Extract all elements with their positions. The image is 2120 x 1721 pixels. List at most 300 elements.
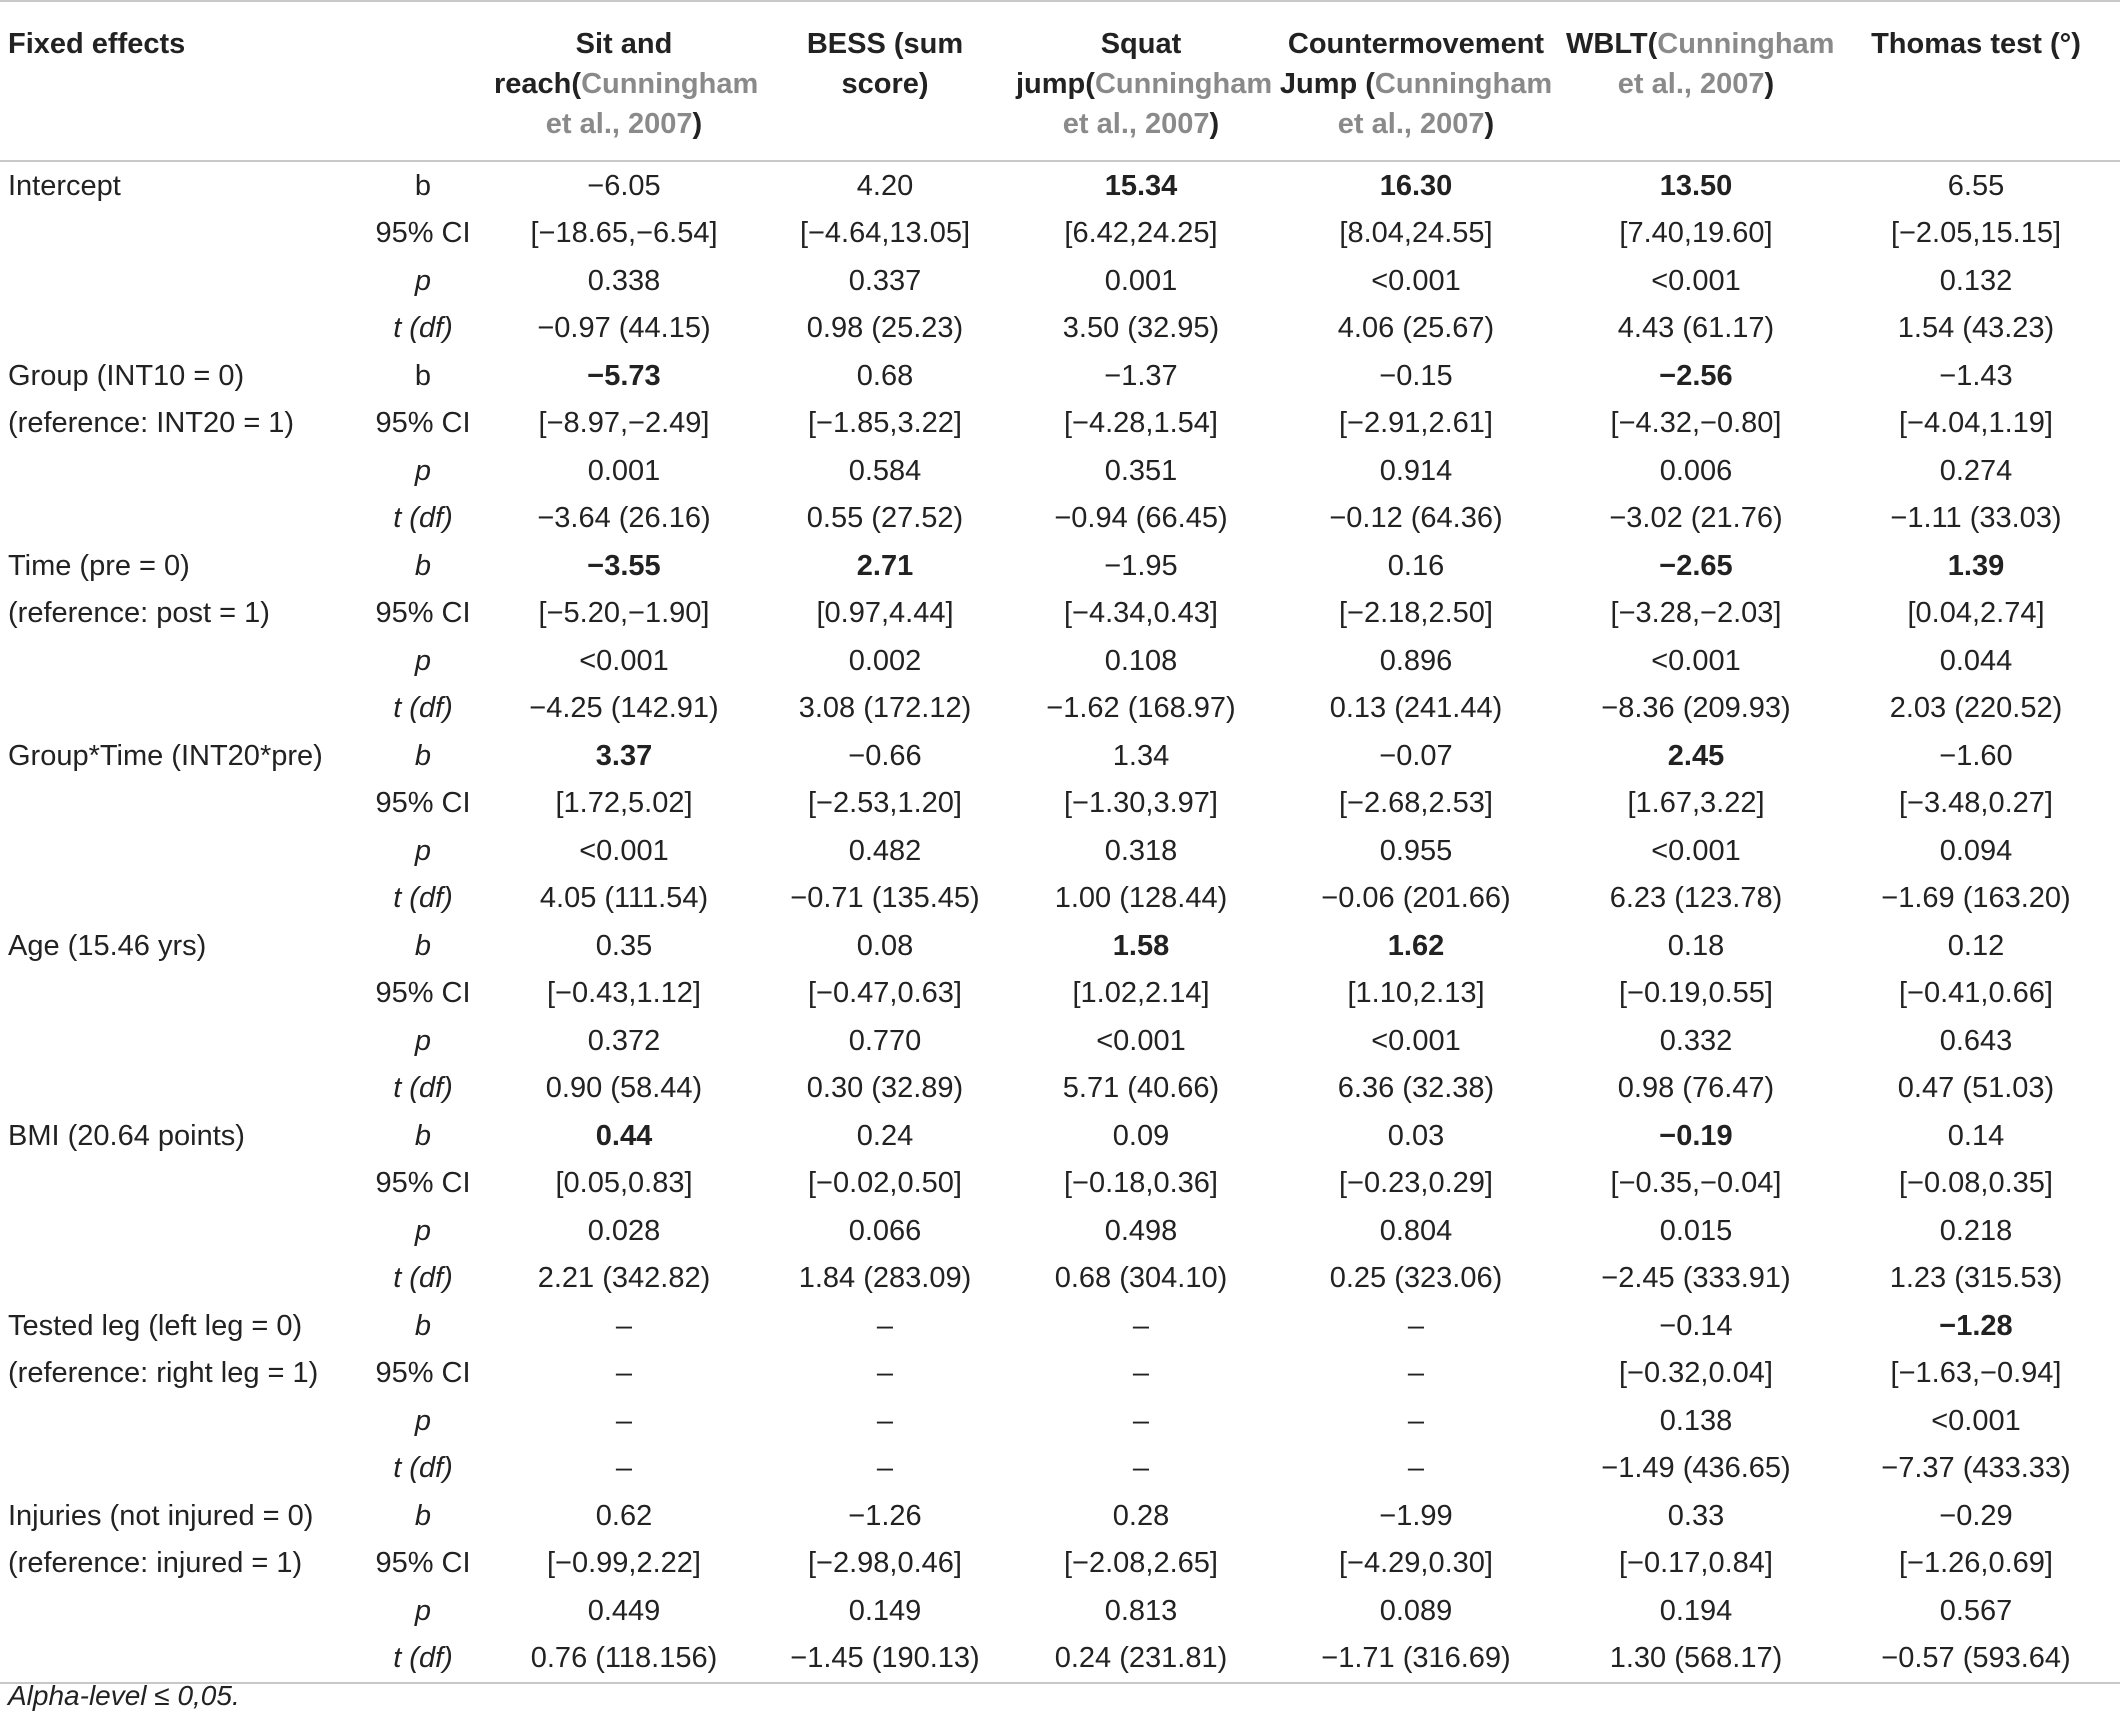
- row-label-empty: [0, 1160, 358, 1208]
- row-group-sublabel: (reference: post = 1): [8, 597, 270, 630]
- table-cell: [−0.32,0.04]: [1619, 1357, 1773, 1390]
- header-stat: [358, 1, 488, 161]
- table-cell: –: [1132, 1309, 1150, 1342]
- column-header: [1832, 1, 2120, 161]
- table-cell: –: [876, 1404, 894, 1437]
- table-cell: −1.99: [1379, 1499, 1453, 1532]
- table-cell: −2.56: [1659, 359, 1733, 392]
- table-cell: [−0.47,0.63]: [808, 977, 962, 1010]
- row-label-empty: [0, 1017, 358, 1065]
- table-cell: 0.76 (118.156): [488, 1635, 760, 1684]
- table-cell: [6.42,24.25]: [1064, 217, 1218, 250]
- stat-label: 95% CI: [375, 1357, 471, 1390]
- table-cell: 0.066: [848, 1214, 922, 1247]
- table-cell: −1.28: [1939, 1309, 2013, 1342]
- table-cell: 0.108: [1104, 644, 1178, 677]
- stat-label: t (df): [393, 692, 453, 725]
- row-label-empty: [0, 827, 358, 875]
- row-label-empty: [0, 495, 358, 543]
- table-cell: 0.47 (51.03): [1897, 1072, 2055, 1105]
- table-cell: 1.62: [1387, 929, 1445, 962]
- column-header: [1560, 1, 1835, 161]
- stat-label: b: [414, 1309, 432, 1342]
- table-cell: 3.50 (32.95): [1062, 312, 1220, 345]
- row-label-empty: [0, 970, 358, 1018]
- table-row: [0, 447, 2120, 495]
- row-label-empty: [0, 257, 358, 305]
- table-cell: 0.896: [1379, 644, 1453, 677]
- column-title: BESS (sum score): [806, 28, 964, 100]
- column-title: Squat jump: [1016, 28, 1182, 100]
- table-cell: <0.001: [1651, 264, 1741, 297]
- table-cell: 0.16: [1387, 549, 1445, 582]
- table-cell: 0.001: [587, 454, 661, 487]
- stat-label: b: [414, 1499, 432, 1532]
- column-title: WBLT: [1566, 28, 1648, 60]
- table-cell: 0.98 (25.23): [806, 312, 964, 345]
- table-row: [0, 1160, 2120, 1208]
- table-cell: [1.10,2.13]: [1347, 977, 1485, 1010]
- stat-label: t (df): [393, 1262, 453, 1295]
- table-cell: 0.13 (241.44): [1329, 692, 1503, 725]
- citation-close-paren: ): [1209, 108, 1220, 140]
- table-cell: −1.62 (168.97): [1046, 692, 1236, 725]
- table-row: [0, 970, 2120, 1018]
- table-row: [0, 352, 2120, 400]
- table-cell: 2.21 (342.82): [537, 1262, 711, 1295]
- row-label-empty: [0, 1207, 358, 1255]
- row-label-empty: [0, 637, 358, 685]
- table-cell: 0.12: [1947, 929, 2005, 962]
- table-row: [0, 1350, 2120, 1398]
- table-row: [0, 922, 2120, 970]
- table-cell: 4.43 (61.17): [1617, 312, 1775, 345]
- table-cell: −1.69 (163.20): [1881, 882, 2071, 915]
- table-body: [0, 161, 2120, 1683]
- table-cell: −1.71 (316.69): [1272, 1635, 1560, 1684]
- column-header: [1272, 1, 1560, 161]
- table-cell: −0.94 (66.45): [1054, 502, 1228, 535]
- table-cell: 0.218: [1939, 1214, 2013, 1247]
- column-title: Thomas test (°): [1871, 28, 2081, 60]
- row-group-label: Tested leg (left leg = 0): [8, 1309, 303, 1342]
- stat-label: b: [414, 359, 432, 392]
- table-cell: −0.97 (44.15): [537, 312, 711, 345]
- table-cell: [0.97,4.44]: [816, 597, 954, 630]
- table-cell: 0.028: [587, 1214, 661, 1247]
- table-cell: 0.482: [848, 834, 922, 867]
- table-cell: 0.498: [1104, 1214, 1178, 1247]
- table-cell: –: [1407, 1404, 1425, 1437]
- stat-label: p: [414, 1214, 432, 1247]
- table-row: [0, 1255, 2120, 1303]
- table-cell: 1.39: [1947, 549, 2005, 582]
- table-cell: −2.45 (333.91): [1601, 1262, 1791, 1295]
- table-cell: −1.37: [1104, 359, 1178, 392]
- row-group-label: Group*Time (INT20*pre): [8, 739, 323, 772]
- table-cell: 2.03 (220.52): [1889, 692, 2063, 725]
- citation-link[interactable]: Cunningham et al., 2007: [1062, 68, 1273, 140]
- table-cell: 0.002: [848, 644, 922, 677]
- table-cell: [−3.48,0.27]: [1899, 787, 2053, 820]
- table-cell: −0.12 (64.36): [1329, 502, 1503, 535]
- table-cell: –: [615, 1452, 633, 1485]
- table-cell: –: [1407, 1309, 1425, 1342]
- table-cell: –: [1132, 1404, 1150, 1437]
- row-label-empty: [0, 1635, 358, 1684]
- table-cell: 5.71 (40.66): [1062, 1072, 1220, 1105]
- row-label-empty: [0, 447, 358, 495]
- table-cell: –: [615, 1404, 633, 1437]
- table-cell: 0.804: [1379, 1214, 1453, 1247]
- table-row: [0, 495, 2120, 543]
- table-cell: [−4.28,1.54]: [1064, 407, 1218, 440]
- table-row: [0, 257, 2120, 305]
- table-cell: [−2.98,0.46]: [808, 1547, 962, 1580]
- stat-label: b: [414, 169, 432, 202]
- table-cell: 1.54 (43.23): [1897, 312, 2055, 345]
- stat-label: 95% CI: [375, 787, 471, 820]
- table-cell: [−1.26,0.69]: [1899, 1547, 2053, 1580]
- table-cell: −2.65: [1659, 549, 1733, 582]
- table-cell: <0.001: [1371, 264, 1461, 297]
- table-cell: −3.55: [587, 549, 661, 582]
- table-cell: 0.770: [848, 1024, 922, 1057]
- table-cell: [−1.85,3.22]: [808, 407, 962, 440]
- table-cell: [−0.19,0.55]: [1619, 977, 1773, 1010]
- table-cell: 0.68 (304.10): [1054, 1262, 1228, 1295]
- table-row: [0, 1492, 2120, 1540]
- table-cell: 6.55: [1947, 169, 2005, 202]
- table-row: [0, 542, 2120, 590]
- stat-label: t (df): [358, 1635, 488, 1684]
- citation-close-paren: ): [1484, 108, 1495, 140]
- column-title: Sit and reach: [494, 28, 673, 100]
- table-cell: 0.449: [587, 1594, 661, 1627]
- table-row: [0, 1540, 2120, 1588]
- table-cell: 0.044: [1939, 644, 2013, 677]
- stat-label: b: [414, 929, 432, 962]
- table-row: [0, 400, 2120, 448]
- table-cell: –: [615, 1357, 633, 1390]
- table-cell: 6.36 (32.38): [1337, 1072, 1495, 1105]
- table-cell: [−0.18,0.36]: [1064, 1167, 1218, 1200]
- table-cell: 0.001: [1104, 264, 1178, 297]
- table-row: [0, 1445, 2120, 1493]
- table-cell: 6.23 (123.78): [1609, 882, 1783, 915]
- table-cell: [−2.18,2.50]: [1339, 597, 1493, 630]
- column-header: [1010, 1, 1272, 161]
- table-cell: [−0.41,0.66]: [1899, 977, 2053, 1010]
- stat-label: 95% CI: [375, 407, 471, 440]
- table-cell: −1.26: [848, 1499, 922, 1532]
- table-cell: 0.24 (231.81): [1010, 1635, 1272, 1684]
- stat-label: t (df): [393, 502, 453, 535]
- table-cell: 0.584: [848, 454, 922, 487]
- table-cell: [0.05,0.83]: [555, 1167, 693, 1200]
- table-cell: [0.04,2.74]: [1907, 597, 2045, 630]
- table-cell: 0.332: [1659, 1024, 1733, 1057]
- row-label-empty: [0, 685, 358, 733]
- table-cell: −1.95: [1104, 549, 1178, 582]
- stat-label: p: [414, 1404, 432, 1437]
- citation-open-paren: (: [1085, 68, 1095, 100]
- stat-label: t (df): [393, 1072, 453, 1105]
- table-cell: [7.40,19.60]: [1619, 217, 1773, 250]
- table-cell: 0.094: [1939, 834, 2013, 867]
- table-cell: −4.25 (142.91): [529, 692, 719, 725]
- table-cell: −0.15: [1379, 359, 1453, 392]
- table-cell: <0.001: [579, 834, 669, 867]
- table-cell: [−4.34,0.43]: [1064, 597, 1218, 630]
- row-label-empty: [0, 1065, 358, 1113]
- citation-link[interactable]: Cunningham et al., 2007: [1617, 28, 1835, 100]
- table-cell: −3.64 (26.16): [537, 502, 711, 535]
- table-cell: [−2.53,1.20]: [808, 787, 962, 820]
- table-cell: [−0.02,0.50]: [808, 1167, 962, 1200]
- table-cell: 0.643: [1939, 1024, 2013, 1057]
- row-label-empty: [0, 210, 358, 258]
- table-cell: −0.66: [848, 739, 922, 772]
- stat-label: p: [414, 264, 432, 297]
- table-cell: −1.11 (33.03): [1890, 502, 2062, 535]
- row-group-label: Time (pre = 0): [8, 549, 190, 582]
- table-cell: −3.02 (21.76): [1609, 502, 1783, 535]
- table-cell: 0.351: [1104, 454, 1178, 487]
- table-cell: 16.30: [1379, 169, 1453, 202]
- table-cell: <0.001: [1371, 1024, 1461, 1057]
- table-cell: –: [1407, 1357, 1425, 1390]
- table-cell: −1.45 (190.13): [760, 1635, 1010, 1684]
- table-cell: 0.372: [587, 1024, 661, 1057]
- table-cell: –: [615, 1309, 633, 1342]
- table-cell: 0.18: [1667, 929, 1725, 962]
- header-fixed-effects: Fixed effects: [0, 1, 358, 161]
- table-cell: 0.09: [1112, 1119, 1170, 1152]
- table-cell: 3.37: [595, 739, 653, 772]
- table-cell: 0.318: [1104, 834, 1178, 867]
- table-cell: −0.06 (201.66): [1321, 882, 1511, 915]
- table-cell: <0.001: [1651, 644, 1741, 677]
- table-cell: –: [1407, 1452, 1425, 1485]
- table-cell: 3.08 (172.12): [798, 692, 972, 725]
- row-group-sublabel: (reference: right leg = 1): [8, 1357, 319, 1390]
- table-cell: 0.149: [848, 1594, 922, 1627]
- table-cell: 1.58: [1112, 929, 1170, 962]
- table-cell: 0.955: [1379, 834, 1453, 867]
- stat-label: b: [414, 549, 432, 582]
- column-header: [760, 1, 1010, 161]
- table-cell: [−18.65,−6.54]: [530, 217, 718, 250]
- table-cell: [−0.99,2.22]: [547, 1547, 701, 1580]
- table-cell: [1.02,2.14]: [1072, 977, 1210, 1010]
- table-row: [0, 780, 2120, 828]
- table-cell: 0.90 (58.44): [545, 1072, 703, 1105]
- table-cell: −0.07: [1379, 739, 1453, 772]
- table-cell: −7.37 (433.33): [1881, 1452, 2071, 1485]
- table-cell: [−2.68,2.53]: [1339, 787, 1493, 820]
- table-cell: −1.49 (436.65): [1601, 1452, 1791, 1485]
- table-cell: 0.03: [1387, 1119, 1445, 1152]
- stat-label: 95% CI: [375, 597, 471, 630]
- row-group-label: Age (15.46 yrs): [8, 929, 207, 962]
- citation-open-paren: (: [1647, 28, 1658, 60]
- table-cell: 1.00 (128.44): [1054, 882, 1228, 915]
- table-cell: [1.72,5.02]: [555, 787, 693, 820]
- table-cell: 0.138: [1659, 1404, 1733, 1437]
- table-cell: –: [876, 1452, 894, 1485]
- table-row: [0, 590, 2120, 638]
- table-cell: 0.567: [1939, 1594, 2013, 1627]
- table-cell: 1.30 (568.17): [1560, 1635, 1832, 1684]
- row-label-empty: [0, 780, 358, 828]
- table-row: [0, 1017, 2120, 1065]
- table-row: [0, 161, 2120, 210]
- table-cell: [−4.29,0.30]: [1339, 1547, 1493, 1580]
- table-cell: 0.274: [1939, 454, 2013, 487]
- row-label-empty: [0, 1397, 358, 1445]
- stat-label: p: [414, 1024, 432, 1057]
- table-cell: 0.194: [1659, 1594, 1733, 1627]
- table-cell: −0.71 (135.45): [790, 882, 980, 915]
- stat-label: b: [414, 739, 432, 772]
- table-row: [0, 305, 2120, 353]
- table-cell: 4.05 (111.54): [539, 882, 709, 915]
- table-cell: [8.04,24.55]: [1339, 217, 1493, 250]
- table-cell: 2.71: [856, 549, 914, 582]
- table-cell: –: [876, 1357, 894, 1390]
- table-cell: 0.28: [1112, 1499, 1170, 1532]
- row-group-sublabel: (reference: INT20 = 1): [8, 407, 295, 440]
- stat-label: 95% CI: [375, 1547, 471, 1580]
- table-cell: [−2.91,2.61]: [1339, 407, 1493, 440]
- table-cell: 0.338: [587, 264, 661, 297]
- table-row: [0, 637, 2120, 685]
- table-cell: −5.73: [587, 359, 661, 392]
- stat-label: t (df): [393, 1452, 453, 1485]
- table-row: [0, 1207, 2120, 1255]
- table-cell: 0.006: [1659, 454, 1733, 487]
- table-cell: –: [876, 1309, 894, 1342]
- row-label-empty: [0, 305, 358, 353]
- table-cell: 0.35: [595, 929, 653, 962]
- table-cell: 0.132: [1939, 264, 2013, 297]
- table-cell: 0.24: [856, 1119, 914, 1152]
- table-cell: [−0.17,0.84]: [1619, 1547, 1773, 1580]
- table-cell: 0.015: [1659, 1214, 1733, 1247]
- table-cell: [−5.20,−1.90]: [538, 597, 710, 630]
- table-cell: 0.14: [1947, 1119, 2005, 1152]
- table-cell: 4.20: [856, 169, 914, 202]
- stat-label: b: [414, 1119, 432, 1152]
- table-cell: [−0.23,0.29]: [1339, 1167, 1493, 1200]
- row-label-empty: [0, 1587, 358, 1635]
- table-cell: [−4.64,13.05]: [799, 217, 971, 250]
- table-cell: –: [1132, 1357, 1150, 1390]
- table-cell: −0.14: [1659, 1309, 1733, 1342]
- column-title: Countermovement Jump: [1279, 28, 1545, 100]
- table-cell: 13.50: [1659, 169, 1733, 202]
- table-cell: −0.57 (593.64): [1832, 1635, 2120, 1684]
- table-cell: 0.914: [1379, 454, 1453, 487]
- table-cell: −0.19: [1659, 1119, 1733, 1152]
- table-cell: −1.60: [1939, 739, 2013, 772]
- table-row: [0, 1302, 2120, 1350]
- table-cell: [−3.28,−2.03]: [1610, 597, 1782, 630]
- table-cell: 0.08: [856, 929, 914, 962]
- stat-label: p: [414, 834, 432, 867]
- table-cell: [−1.63,−0.94]: [1890, 1357, 2062, 1390]
- table-cell: 4.06 (25.67): [1337, 312, 1495, 345]
- table-row: [0, 1397, 2120, 1445]
- citation-open-paren: (: [571, 68, 582, 100]
- table-cell: 0.25 (323.06): [1329, 1262, 1503, 1295]
- table-cell: 0.55 (27.52): [806, 502, 964, 535]
- citation-link[interactable]: Cunningham et al., 2007: [545, 68, 759, 140]
- table-row: [0, 875, 2120, 923]
- table-cell: 2.45: [1667, 739, 1725, 772]
- table-cell: <0.001: [579, 644, 669, 677]
- table-cell: 0.33: [1667, 1499, 1725, 1532]
- table-cell: [−0.35,−0.04]: [1610, 1167, 1782, 1200]
- table-cell: 0.44: [595, 1119, 653, 1152]
- row-group-sublabel: (reference: injured = 1): [8, 1547, 303, 1580]
- table-cell: 1.84 (283.09): [798, 1262, 972, 1295]
- citation-close-paren: ): [1764, 68, 1775, 100]
- table-row: [0, 827, 2120, 875]
- row-group-label: Injuries (not injured = 0): [8, 1499, 314, 1532]
- table-row: [0, 1065, 2120, 1113]
- stat-label: p: [414, 644, 432, 677]
- row-group-label: BMI (20.64 points): [8, 1119, 245, 1152]
- table-row: [0, 685, 2120, 733]
- stat-label: 95% CI: [375, 977, 471, 1010]
- row-label-empty: [0, 1255, 358, 1303]
- table-cell: 0.089: [1379, 1594, 1453, 1627]
- table-cell: [−4.32,−0.80]: [1610, 407, 1782, 440]
- table-cell: [−0.43,1.12]: [547, 977, 701, 1010]
- table-cell: 0.813: [1104, 1594, 1178, 1627]
- table-cell: 0.68: [856, 359, 914, 392]
- table-cell: 0.98 (76.47): [1617, 1072, 1775, 1105]
- citation-close-paren: ): [692, 108, 703, 140]
- table-cell: <0.001: [1096, 1024, 1186, 1057]
- row-label-empty: [0, 875, 358, 923]
- table-cell: [−8.97,−2.49]: [538, 407, 710, 440]
- table-cell: –: [1132, 1452, 1150, 1485]
- table-cell: [−2.08,2.65]: [1064, 1547, 1218, 1580]
- table-cell: −0.29: [1939, 1499, 2013, 1532]
- header-row: [0, 1, 2120, 161]
- table-cell: −1.43: [1939, 359, 2013, 392]
- stat-label: p: [414, 454, 432, 487]
- citation-open-paren: (: [1357, 68, 1375, 100]
- table-cell: −6.05: [587, 169, 661, 202]
- table-row: [0, 1635, 2120, 1684]
- table-footnote: Alpha-level ≤ 0,05.: [8, 1680, 240, 1711]
- table-cell: [−0.08,0.35]: [1899, 1167, 2053, 1200]
- stat-label: p: [414, 1594, 432, 1627]
- table-row: [0, 210, 2120, 258]
- table-cell: <0.001: [1931, 1404, 2021, 1437]
- citation-link[interactable]: Cunningham et al., 2007: [1337, 68, 1553, 140]
- row-label-empty: [0, 1445, 358, 1493]
- table-row: [0, 1112, 2120, 1160]
- table-cell: [−2.05,15.15]: [1890, 217, 2062, 250]
- table-cell: 1.34: [1112, 739, 1170, 772]
- table-cell: [−1.30,3.97]: [1064, 787, 1218, 820]
- table-row: [0, 732, 2120, 780]
